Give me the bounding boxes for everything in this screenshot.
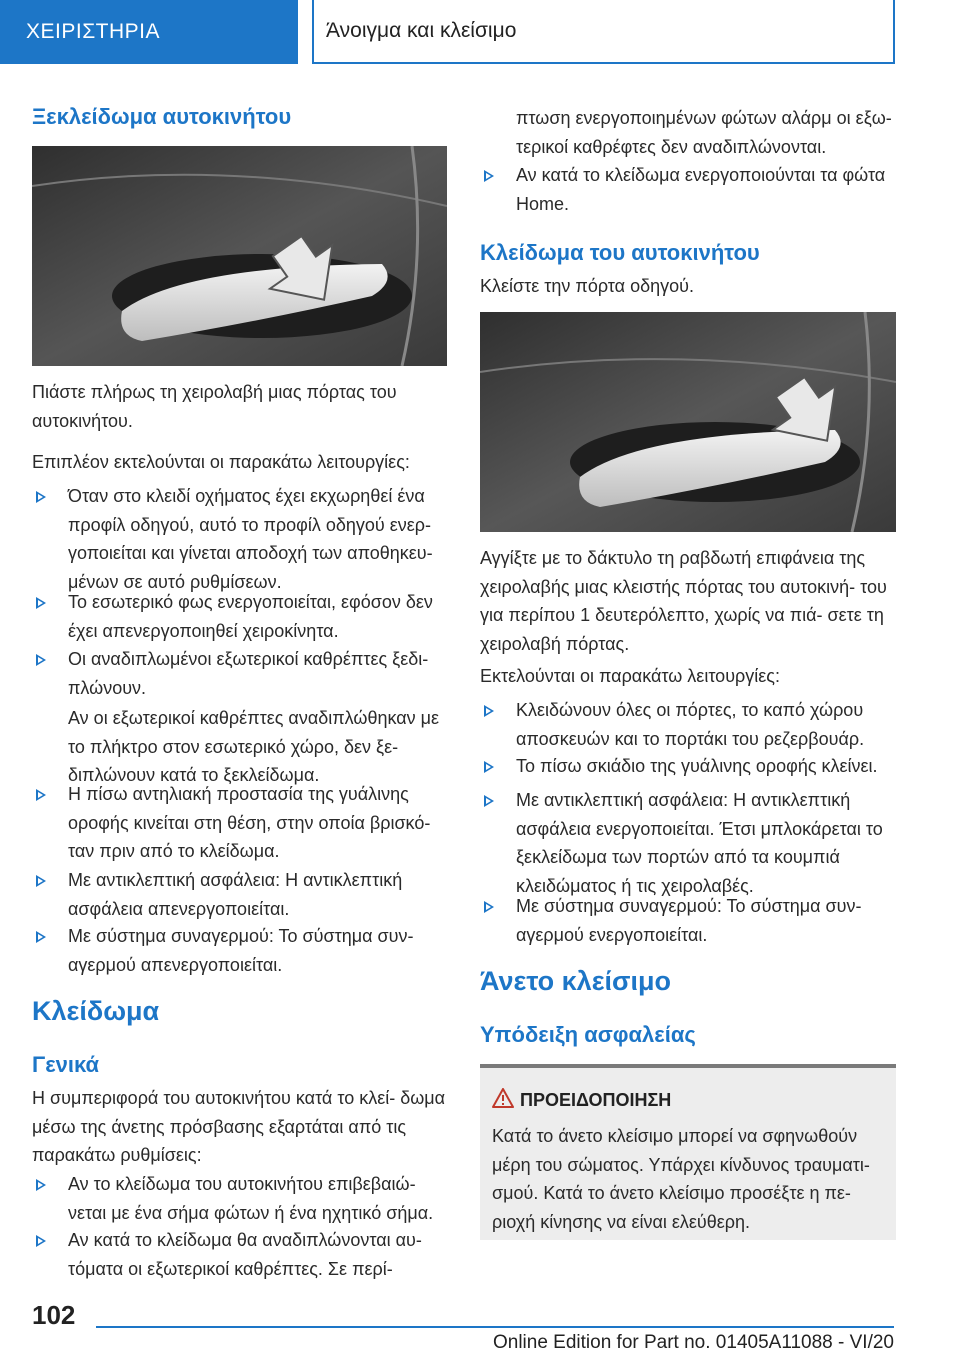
triangle-bullet-icon (484, 705, 494, 717)
touch-para: Αγγίξτε με το δάκτυλο τη ραβδωτή επιφάνεια της χειρολαβής μιας κλειστής πόρτας του αυτοκινή- του για περίπου 1 δευτερόλεπτο, χωρίς να πιά- σετε τη χειρολαβή πόρτας. (480, 548, 887, 654)
continuation-text: πτωση ενεργοποιημένων φώτων αλάρμ οι εξω- τερικοί καθρέφτες δεν αναδιπλώνονται. (516, 108, 892, 157)
safety-heading: Υπόδειξη ασφαλείας (480, 1022, 696, 1047)
unlock-para-functions: Επιπλέον εκτελούνται οι παρακάτω λειτουργίες: (32, 452, 410, 472)
unlock-heading: Ξεκλείδωμα αυτοκινήτου (32, 104, 292, 129)
chapter-tab (0, 0, 298, 64)
warning-text: Κατά το άνετο κλείσιμο μπορεί να σφηνωθούν μέρη του σώματος. Υπάρχει κίνδυνος τραυματι- σμού. Κατά το άνετο κλείσιμο προσέξτε η πε- ριοχή κίνησης να είναι ελεύθερη. (492, 1126, 870, 1232)
footer-divider (96, 1326, 894, 1328)
triangle-bullet-icon (36, 1235, 46, 1247)
warning-box (480, 1064, 896, 1240)
list-item: Με αντικλεπτική ασφάλεια: Η αντικλεπτική ασφάλεια απενεργοποιείται. (32, 866, 447, 923)
triangle-bullet-icon (36, 875, 46, 887)
triangle-bullet-icon (484, 761, 494, 773)
lock-car-para: Κλείστε την πόρτα οδηγού. (480, 276, 694, 296)
warning-title: ΠΡΟΕΙΔΟΠΟΙΗΣΗ (520, 1090, 672, 1110)
general-para: Η συμπεριφορά του αυτοκινήτου κατά το κλεί- δωμα μέσω της άνετης πρόσβασης εξαρτάται από τις παρακάτω ρυθμίσεις: (32, 1088, 446, 1165)
lock-heading: Κλείδωμα (32, 996, 160, 1026)
door-handle-illustration (480, 312, 896, 532)
triangle-bullet-icon (36, 1179, 46, 1191)
list-item: Αν το κλείδωμα του αυτοκινήτου επιβεβαιώ- νεται με ένα σήμα φώτων ή ένα ηχητικό σήμα. (32, 1170, 447, 1227)
triangle-bullet-icon (36, 789, 46, 801)
list-item: Το πίσω σκιάδιο της γυάλινης οροφής κλείνει. (480, 752, 896, 781)
list-item: Με αντικλεπτική ασφάλεια: Η αντικλεπτική ασφάλεια ενεργοποιείται. Έτσι μπλοκάρεται το ξεκλείδωμα των πορτών από τα κουμπιά κλειδώματος ή τις χειρολαβές. (480, 786, 896, 900)
triangle-bullet-icon (36, 931, 46, 943)
chapter-title: ΧΕΙΡΙΣΤΗΡΙΑ (26, 20, 161, 43)
triangle-bullet-icon (36, 491, 46, 503)
list-item: Η πίσω αντηλιακή προστασία της γυάλινης οροφής κινείται στη θέση, στην οποία βρισκό- ταν πριν από το κλείδωμα. (32, 780, 447, 866)
triangle-bullet-icon (484, 795, 494, 807)
section-title: Άνοιγμα και κλείσιμο (326, 19, 517, 42)
door-handle-image-lock (480, 312, 896, 532)
list-item: Όταν στο κλειδί οχήματος έχει εκχωρηθεί ένα προφίλ οδηγού, αυτό το προφίλ οδηγού ενερ- γοποιείται και γίνεται αποδοχή των αποθηκευ- μένων σε αυτό ρυθμίσεων. (32, 482, 447, 596)
triangle-bullet-icon (484, 170, 494, 182)
door-handle-image-unlock (32, 146, 447, 366)
triangle-bullet-icon (36, 597, 46, 609)
list-item: Αν κατά το κλείδωμα ενεργοποιούνται τα φώτα Home. (480, 161, 896, 218)
edition-text: Online Edition for Part no. 01405A11088 - VI/20 (492, 1332, 894, 1353)
triangle-bullet-icon (484, 901, 494, 913)
list-item: Με σύστημα συναγερμού: Το σύστημα συν- αγερμού απενεργοποιείται. (32, 922, 447, 979)
list-item: Με σύστημα συναγερμού: Το σύστημα συν- αγερμού ενεργοποιείται. (480, 892, 896, 949)
general-heading: Γενικά (32, 1052, 100, 1077)
unlock-para-grip: Πιάστε πλήρως τη χειρολαβή μιας πόρτας του αυτοκινήτου. (32, 382, 397, 431)
comfort-close-heading: Άνετο κλείσιμο (480, 966, 671, 996)
triangle-bullet-icon (36, 654, 46, 666)
list-item: Κλειδώνουν όλες οι πόρτες, το καπό χώρου αποσκευών και το πορτάκι του ρεζερβουάρ. (480, 696, 896, 753)
door-handle-illustration (32, 146, 447, 366)
list-item: Το εσωτερικό φως ενεργοποιείται, εφόσον δεν έχει απενεργοποιηθεί χειροκίνητα. (32, 588, 447, 645)
warning-triangle-icon (492, 1088, 514, 1108)
page-number: 102 (32, 1300, 76, 1330)
list-item: Οι αναδιπλωμένοι εξωτερικοί καθρέπτες ξεδι- πλώνουν. (32, 645, 447, 702)
list-item: Αν κατά το κλείδωμα θα αναδιπλώνονται αυ- τόματα οι εξωτερικοί καθρέπτες. Σε περί- (32, 1226, 447, 1283)
section-header (312, 0, 895, 64)
functions-para: Εκτελούνται οι παρακάτω λειτουργίες: (480, 666, 780, 686)
mirror-note: Αν οι εξωτερικοί καθρέπτες αναδιπλώθηκαν με το πλήκτρο στον εσωτερικό χώρο, δεν ξε- διπλώνουν κατά το ξεκλείδωμα. (68, 708, 440, 785)
lock-car-heading: Κλείδωμα του αυτοκινήτου (480, 240, 760, 265)
